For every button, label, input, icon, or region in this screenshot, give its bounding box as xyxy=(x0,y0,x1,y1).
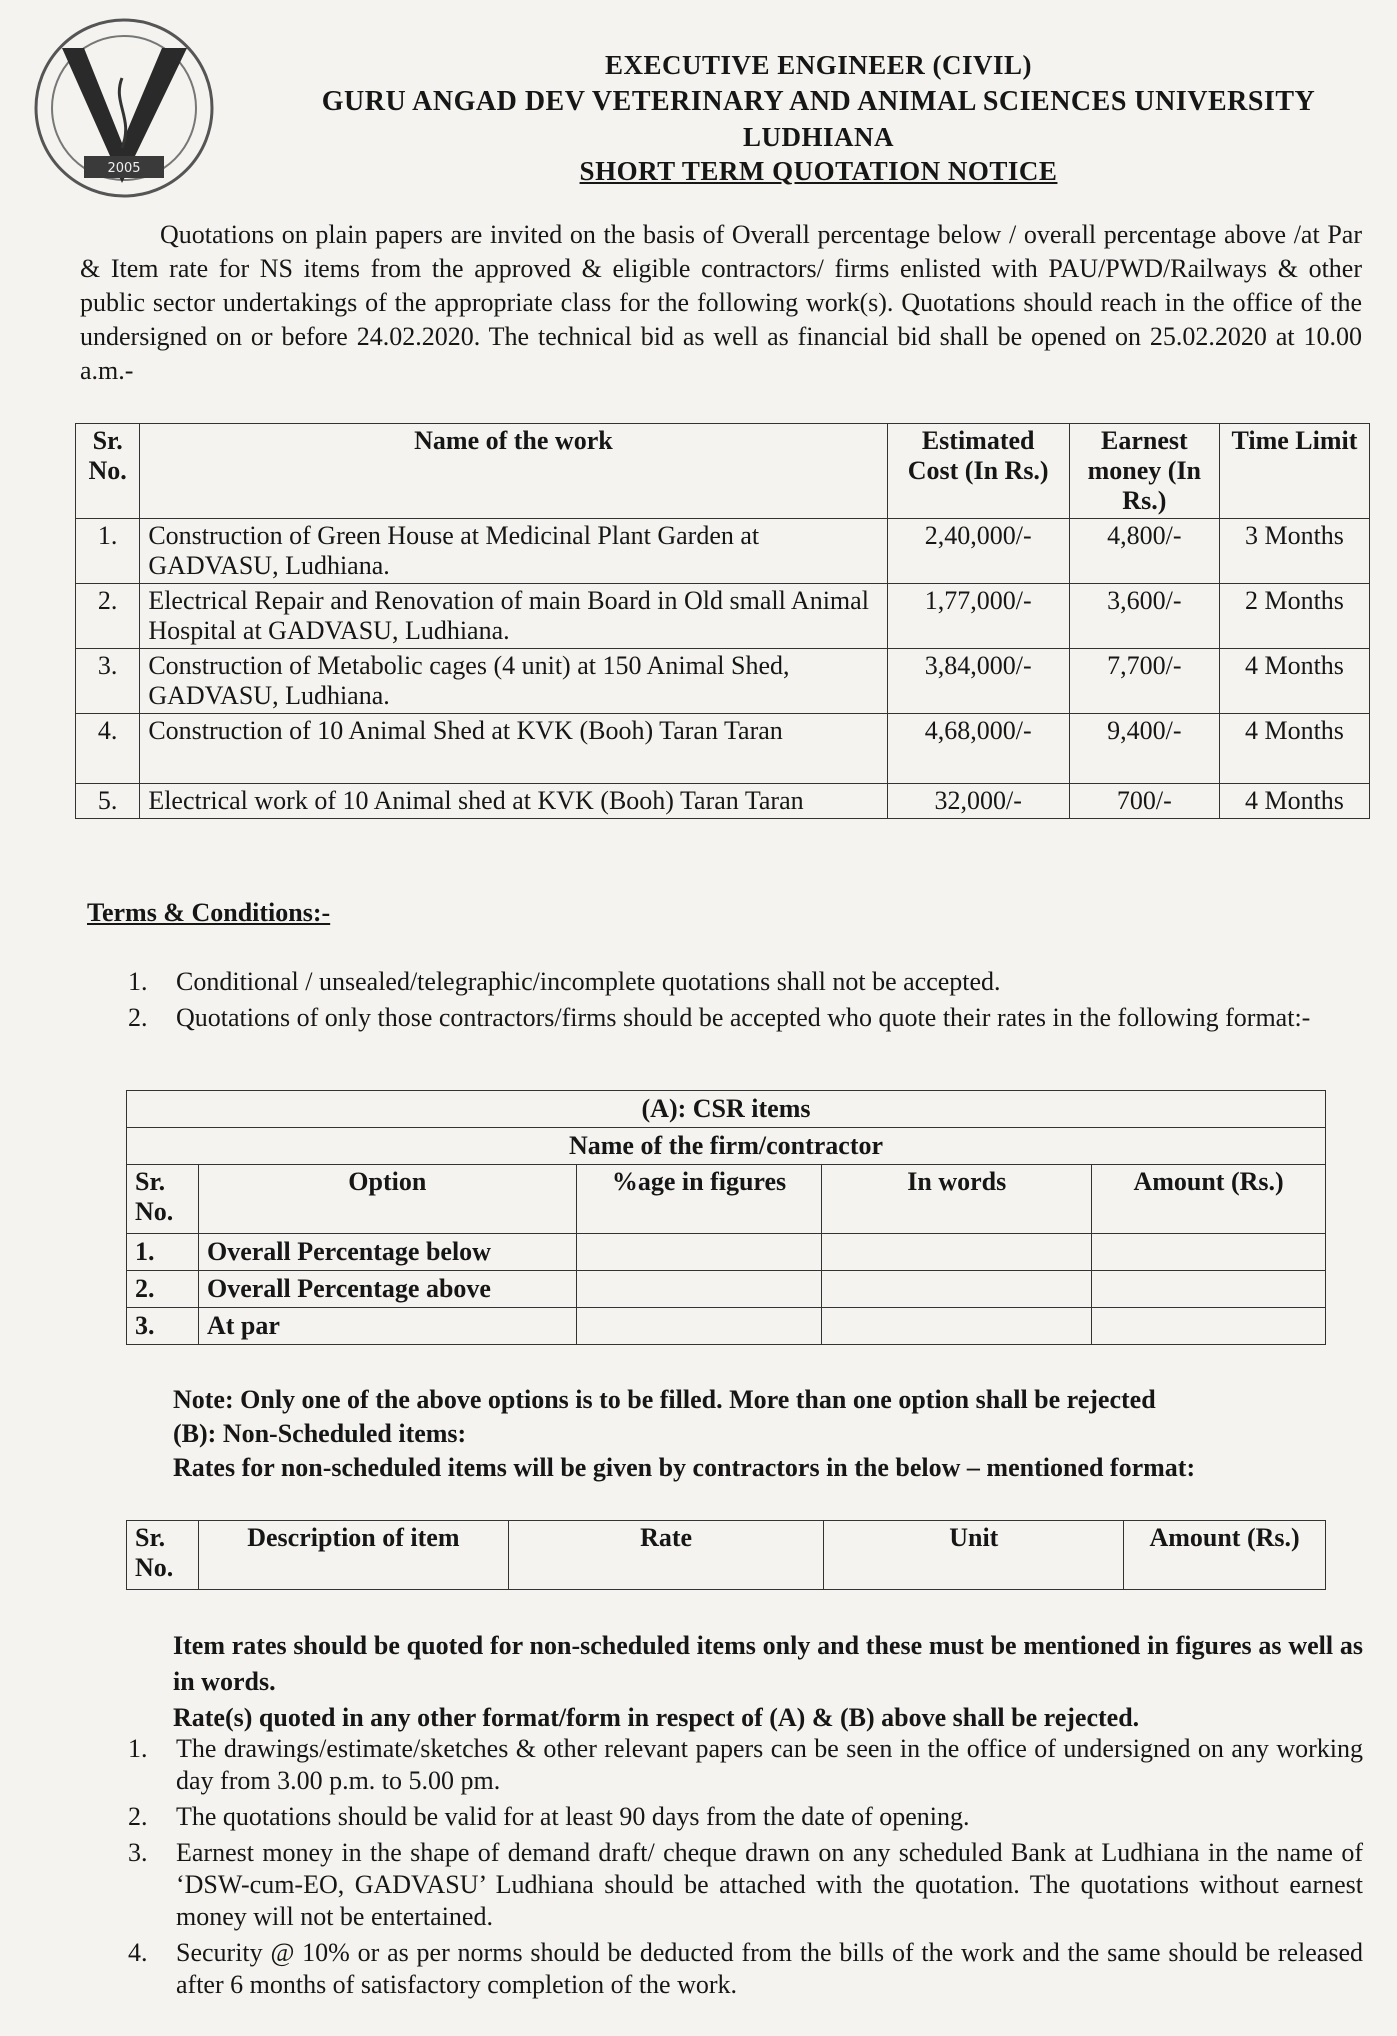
row-option: Overall Percentage above xyxy=(198,1271,576,1308)
row-cost: 4,68,000/- xyxy=(887,714,1069,784)
col-time-limit: Time Limit xyxy=(1219,424,1369,519)
terms-heading: Terms & Conditions:- xyxy=(87,898,331,927)
row-earnest: 9,400/- xyxy=(1069,714,1219,784)
list-item xyxy=(128,1733,1363,1797)
col-percentage-figures: %age in figures xyxy=(576,1165,822,1234)
percentage-cell[interactable] xyxy=(576,1271,822,1308)
words-cell[interactable] xyxy=(822,1271,1092,1308)
notice-title: SHORT TERM QUOTATION NOTICE xyxy=(579,156,1058,186)
row-work-name: Electrical Repair and Renovation of main Board in Old small Animal Hospital at GADVASU, Ludhiana. xyxy=(140,584,887,649)
city-name: LUDHIANA xyxy=(742,122,894,152)
col-amount: Amount (Rs.) xyxy=(1124,1521,1326,1590)
col-amount: Amount (Rs.) xyxy=(1092,1165,1326,1234)
amount-cell[interactable] xyxy=(1092,1271,1326,1308)
col-rate: Rate xyxy=(508,1521,824,1590)
csr-table-header xyxy=(127,1165,1326,1234)
row-sr: 3. xyxy=(76,649,140,714)
university-seal-icon xyxy=(22,8,227,203)
conditions-list xyxy=(128,1733,1363,2005)
amount-cell[interactable] xyxy=(1092,1234,1326,1271)
list-item xyxy=(128,1801,1363,1833)
col-in-words: In words xyxy=(822,1165,1092,1234)
row-time: 4 Months xyxy=(1219,714,1369,784)
col-name-of-work: Name of the work xyxy=(140,424,887,519)
header-title: EXECUTIVE ENGINEER (CIVIL) xyxy=(604,50,1033,80)
list-item-text: Earnest money in the shape of demand draft/ cheque drawn on any scheduled Bank at Ludhiana in the name of ‘DSW-cum-EO, GADVASU’ Ludhiana should be attached with the quotation. The quotations without earnest money will not be entertained. xyxy=(176,1838,1363,1931)
amount-cell[interactable] xyxy=(1092,1308,1326,1345)
table-row xyxy=(76,784,1370,819)
list-item xyxy=(128,1937,1363,2001)
list-item-text: The quotations should be valid for at least 90 days from the date of opening. xyxy=(176,1802,970,1831)
row-cost: 3,84,000/- xyxy=(887,649,1069,714)
list-item xyxy=(128,966,1363,998)
words-cell[interactable] xyxy=(822,1308,1092,1345)
col-sr-no: Sr. No. xyxy=(76,424,140,519)
table-row xyxy=(76,584,1370,649)
row-work-name: Construction of Green House at Medicinal Plant Garden at GADVASU, Ludhiana. xyxy=(140,519,887,584)
rejection-note: Rate(s) quoted in any other format/form in respect of (A) & (B) above shall be rejected. xyxy=(173,1703,1140,1732)
row-earnest: 4,800/- xyxy=(1069,519,1219,584)
list-item-number: 1. xyxy=(128,1734,148,1763)
col-earnest-money: Earnest money (In Rs.) xyxy=(1069,424,1219,519)
list-item-number: 2. xyxy=(128,1003,148,1032)
list-item-number: 2. xyxy=(128,1802,148,1831)
table-row xyxy=(76,519,1370,584)
row-sr: 5. xyxy=(76,784,140,819)
row-cost: 32,000/- xyxy=(887,784,1069,819)
table-row xyxy=(76,714,1370,784)
row-time: 4 Months xyxy=(1219,649,1369,714)
rate-note-line: Item rates should be quoted for non-scheduled items only and these must be mentioned in figures as well as in words. xyxy=(173,1631,1363,1696)
non-scheduled-instruction: Rates for non-scheduled items will be given by contractors in the below – mentioned format: xyxy=(173,1453,1196,1482)
ns-table-header xyxy=(127,1521,1326,1590)
col-description: Description of item xyxy=(198,1521,508,1590)
note-block xyxy=(173,1383,1363,1485)
list-item-number: 4. xyxy=(128,1938,148,1967)
list-item-text: The drawings/estimate/sketches & other relevant papers can be seen in the office of undersigned on any working day from 3.00 p.m. to 5.00 pm. xyxy=(176,1734,1363,1795)
row-option: Overall Percentage below xyxy=(198,1234,576,1271)
list-item-text: Conditional / unsealed/telegraphic/incomplete quotations shall not be accepted. xyxy=(176,967,1001,996)
rate-note xyxy=(173,1628,1363,1736)
row-time: 3 Months xyxy=(1219,519,1369,584)
list-item xyxy=(128,1837,1363,1933)
col-unit: Unit xyxy=(824,1521,1124,1590)
table-row xyxy=(76,649,1370,714)
university-name: GURU ANGAD DEV VETERINARY AND ANIMAL SCIENCES UNIVERSITY xyxy=(321,86,1316,117)
works-table-header xyxy=(76,424,1370,519)
row-work-name: Construction of 10 Animal Shed at KVK (Booh) Taran Taran xyxy=(140,714,887,784)
list-item-number: 1. xyxy=(128,967,148,996)
percentage-cell[interactable] xyxy=(576,1308,822,1345)
row-sr: 1. xyxy=(76,519,140,584)
col-sr-no: Sr. No. xyxy=(127,1165,199,1234)
non-scheduled-table xyxy=(126,1520,1326,1590)
col-sr-no: Sr. No. xyxy=(127,1521,199,1590)
list-item xyxy=(128,1002,1363,1034)
col-estimated-cost: Estimated Cost (In Rs.) xyxy=(887,424,1069,519)
table-row xyxy=(127,1234,1326,1271)
works-table xyxy=(75,423,1370,819)
terms-list xyxy=(128,966,1363,1038)
non-scheduled-heading: (B): Non-Scheduled items: xyxy=(173,1419,467,1448)
csr-items-table xyxy=(126,1090,1326,1345)
row-time: 4 Months xyxy=(1219,784,1369,819)
svg-text:2005: 2005 xyxy=(107,161,141,176)
note-line: Note: Only one of the above options is to be filled. More than one option shall be rejected xyxy=(173,1385,1156,1414)
words-cell[interactable] xyxy=(822,1234,1092,1271)
row-work-name: Electrical work of 10 Animal shed at KVK (Booh) Taran Taran xyxy=(140,784,887,819)
list-item-text: Security @ 10% or as per norms should be deducted from the bills of the work and the same should be released after 6 months of satisfactory completion of the work. xyxy=(176,1938,1363,1999)
row-cost: 1,77,000/- xyxy=(887,584,1069,649)
row-earnest: 3,600/- xyxy=(1069,584,1219,649)
row-sr: 1. xyxy=(127,1234,199,1271)
row-cost: 2,40,000/- xyxy=(887,519,1069,584)
csr-caption: (A): CSR items xyxy=(127,1091,1326,1128)
row-sr: 3. xyxy=(127,1308,199,1345)
row-earnest: 700/- xyxy=(1069,784,1219,819)
table-row xyxy=(127,1271,1326,1308)
intro-paragraph: Quotations on plain papers are invited on the basis of Overall percentage below / overall percentage above /at Par & Item rate for NS items from the approved & eligible contractors/ firms enlisted with PAU/PWD/Railways & other public sector undertakings of the appropriate class for the following work(s). Quotations should reach in the office of the undersigned on or before 24.02.2020. The technical bid as well as financial bid shall be opened on 25.02.2020 at 10.00 a.m.- xyxy=(80,220,1362,385)
list-item-number: 3. xyxy=(128,1838,148,1867)
col-option: Option xyxy=(198,1165,576,1234)
row-sr: 4. xyxy=(76,714,140,784)
row-sr: 2. xyxy=(127,1271,199,1308)
row-earnest: 7,700/- xyxy=(1069,649,1219,714)
row-option: At par xyxy=(198,1308,576,1345)
percentage-cell[interactable] xyxy=(576,1234,822,1271)
table-row xyxy=(127,1308,1326,1345)
row-sr: 2. xyxy=(76,584,140,649)
row-time: 2 Months xyxy=(1219,584,1369,649)
list-item-text: Quotations of only those contractors/firms should be accepted who quote their rates in the following format:- xyxy=(176,1003,1311,1032)
row-work-name: Construction of Metabolic cages (4 unit) at 150 Animal Shed, GADVASU, Ludhiana. xyxy=(140,649,887,714)
firm-name-caption: Name of the firm/contractor xyxy=(127,1128,1326,1165)
